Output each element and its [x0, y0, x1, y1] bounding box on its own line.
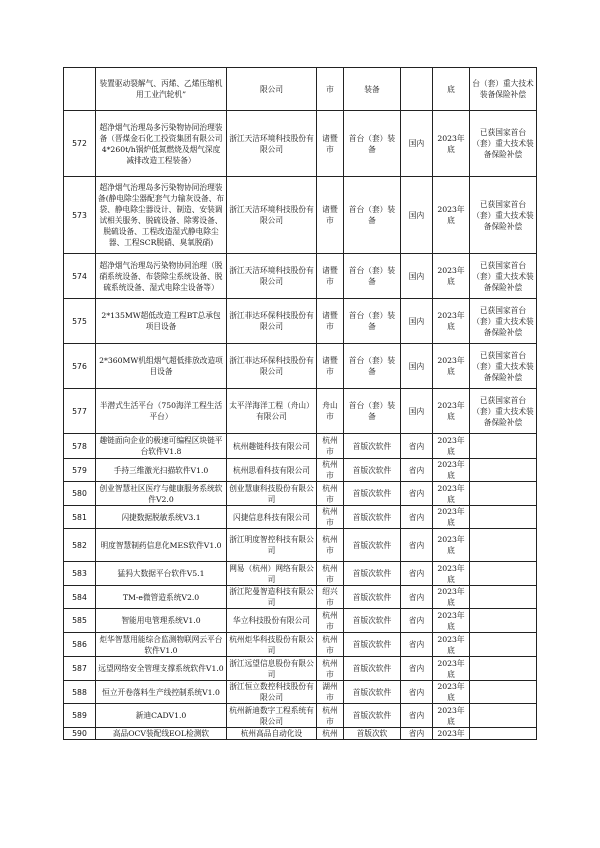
deadline-cell: 2023年底 — [433, 459, 470, 482]
city-cell: 杭州市 — [317, 482, 344, 506]
table-row — [64, 681, 537, 704]
region-cell: 国内 — [401, 344, 433, 389]
product-name-cell: 高品OCV装配线EOL检测软 — [96, 728, 227, 740]
product-type-cell: 首版次软件 — [344, 562, 401, 586]
product-type-cell: 首版次软件 — [344, 506, 401, 529]
remark-cell — [470, 586, 537, 609]
deadline-cell: 2023年底 — [433, 633, 470, 657]
remark-cell: 已获国家首台（套）重大技术装备保险补偿 — [470, 344, 537, 389]
product-name-cell: 2*360MW机组烟气超低排放改造项目设备 — [96, 344, 227, 389]
region-cell: 省内 — [401, 482, 433, 506]
row-number-cell: 586 — [64, 633, 96, 657]
remark-cell — [470, 704, 537, 728]
city-cell: 杭州市 — [317, 609, 344, 633]
company-name-cell: 浙江天洁环境科技股份有限公司 — [227, 177, 317, 254]
table-row — [64, 482, 537, 506]
company-name-cell: 杭州炬华科技股份有限公司 — [227, 633, 317, 657]
region-cell: 省内 — [401, 434, 433, 459]
company-name-cell: 闪捷信息科技有限公司 — [227, 506, 317, 529]
row-number-cell: 580 — [64, 482, 96, 506]
product-type-cell: 首版次软件 — [344, 529, 401, 562]
remark-cell: 已获国家首台（套）重大技术装备保险补偿 — [470, 389, 537, 434]
company-name-cell: 杭州趣链科技有限公司 — [227, 434, 317, 459]
table-row — [64, 728, 537, 740]
row-number-cell: 573 — [64, 177, 96, 254]
product-type-cell: 首版次软件 — [344, 657, 401, 681]
region-cell: 国内 — [401, 254, 433, 299]
product-name-cell: 装置驱动裂解气、丙烯、乙烯压缩机用工业汽轮机” — [96, 68, 227, 111]
table-row — [64, 389, 537, 434]
product-name-cell: 智能用电管理系统V1.0 — [96, 609, 227, 633]
company-name-cell: 浙江天洁环境科技股份有限公司 — [227, 254, 317, 299]
table-body — [64, 68, 537, 740]
row-number-cell — [64, 68, 96, 111]
city-cell: 杭州市 — [317, 562, 344, 586]
company-name-cell: 浙江菲达环保科技股份有限公司 — [227, 344, 317, 389]
region-cell: 省内 — [401, 506, 433, 529]
product-type-cell: 首版次软件 — [344, 459, 401, 482]
city-cell: 市 — [317, 68, 344, 111]
table-row — [64, 529, 537, 562]
company-name-cell: 杭州高品自动化设 — [227, 728, 317, 740]
company-name-cell: 浙江菲达环保科技股份有限公司 — [227, 299, 317, 344]
city-cell: 诸暨市 — [317, 299, 344, 344]
remark-cell — [470, 482, 537, 506]
row-number-cell: 589 — [64, 704, 96, 728]
city-cell: 杭州市 — [317, 633, 344, 657]
product-type-cell: 首版次软件 — [344, 586, 401, 609]
company-name-cell: 杭州思看科技有限公司 — [227, 459, 317, 482]
company-name-cell: 华立科技股份有限公司 — [227, 609, 317, 633]
product-type-cell: 首版次软件 — [344, 681, 401, 704]
region-cell: 国内 — [401, 177, 433, 254]
row-number-cell: 577 — [64, 389, 96, 434]
deadline-cell: 底 — [433, 68, 470, 111]
deadline-cell: 2023年底 — [433, 529, 470, 562]
product-name-cell: 炬华智慧用能综合监测物联网云平台软件V1.0 — [96, 633, 227, 657]
product-name-cell: 手持三维激光扫描软件V1.0 — [96, 459, 227, 482]
region-cell: 国内 — [401, 299, 433, 344]
company-name-cell: 杭州新迪数字工程系统有限公司 — [227, 704, 317, 728]
row-number-cell: 579 — [64, 459, 96, 482]
city-cell: 诸暨市 — [317, 111, 344, 177]
deadline-cell: 2023年底 — [433, 111, 470, 177]
row-number-cell: 588 — [64, 681, 96, 704]
product-name-cell: 猛犸大数据平台软件V5.1 — [96, 562, 227, 586]
remark-cell: 已获国家首台（套）重大技术装备保险补偿 — [470, 254, 537, 299]
deadline-cell: 2023年底 — [433, 704, 470, 728]
company-name-cell: 限公司 — [227, 68, 317, 111]
table-row — [64, 506, 537, 529]
row-number-cell: 583 — [64, 562, 96, 586]
table-row — [64, 609, 537, 633]
product-type-cell: 首台（套）装备 — [344, 111, 401, 177]
table-row — [64, 344, 537, 389]
city-cell: 杭州市 — [317, 704, 344, 728]
product-name-cell: 半潜式生活平台（750海洋工程生活平台） — [96, 389, 227, 434]
region-cell: 省内 — [401, 609, 433, 633]
region-cell: 省内 — [401, 633, 433, 657]
product-name-cell: 明度智慧制药信息化MES软件V1.0 — [96, 529, 227, 562]
region-cell: 省内 — [401, 681, 433, 704]
deadline-cell: 2023年底 — [433, 389, 470, 434]
company-name-cell: 太平洋海洋工程（舟山）有限公司 — [227, 389, 317, 434]
deadline-cell: 2023年底 — [433, 681, 470, 704]
region-cell: 省内 — [401, 728, 433, 740]
remark-cell — [470, 681, 537, 704]
region-cell: 省内 — [401, 704, 433, 728]
city-cell: 杭州市 — [317, 434, 344, 459]
city-cell: 诸暨市 — [317, 254, 344, 299]
table-row — [64, 586, 537, 609]
remark-cell — [470, 529, 537, 562]
deadline-cell: 2023年底 — [433, 344, 470, 389]
city-cell: 杭州 — [317, 728, 344, 740]
region-cell — [401, 68, 433, 111]
row-number-cell: 574 — [64, 254, 96, 299]
deadline-cell: 2023年底 — [433, 586, 470, 609]
table-row — [64, 299, 537, 344]
city-cell: 诸暨市 — [317, 177, 344, 254]
table-row — [64, 562, 537, 586]
row-number-cell: 582 — [64, 529, 96, 562]
deadline-cell: 2023年底 — [433, 657, 470, 681]
company-name-cell: 浙江恒立数控科技股份有限公司 — [227, 681, 317, 704]
deadline-cell: 2023年底 — [433, 506, 470, 529]
product-type-cell: 首台（套）装备 — [344, 254, 401, 299]
product-type-cell: 首台（套）装备 — [344, 389, 401, 434]
remark-cell — [470, 657, 537, 681]
product-name-cell: 新迪CADV1.0 — [96, 704, 227, 728]
table-row — [64, 177, 537, 254]
row-number-cell: 578 — [64, 434, 96, 459]
table-row — [64, 68, 537, 111]
product-name-cell: 创业智慧社区医疗与健康服务系统软件V2.0 — [96, 482, 227, 506]
remark-cell: 已获国家首台（套）重大技术装备保险补偿 — [470, 177, 537, 254]
product-type-cell: 首台（套）装备 — [344, 299, 401, 344]
row-number-cell: 575 — [64, 299, 96, 344]
remark-cell: 已获国家首台（套）重大技术装备保险补偿 — [470, 111, 537, 177]
row-number-cell: 587 — [64, 657, 96, 681]
city-cell: 诸暨市 — [317, 344, 344, 389]
region-cell: 省内 — [401, 657, 433, 681]
table-row — [64, 633, 537, 657]
row-number-cell: 576 — [64, 344, 96, 389]
city-cell: 杭州市 — [317, 506, 344, 529]
product-type-cell: 首台（套）装备 — [344, 177, 401, 254]
table-row — [64, 657, 537, 681]
product-type-cell: 首版次软件 — [344, 434, 401, 459]
product-name-cell: 远望网络安全管理支撑系统软件V1.0 — [96, 657, 227, 681]
product-type-cell: 首版次软件 — [344, 482, 401, 506]
city-cell: 杭州市 — [317, 459, 344, 482]
city-cell: 绍兴市 — [317, 586, 344, 609]
product-name-cell: 超净烟气治理岛多污染物协同治理装备（晋煤金石化工投资集团有限公司4*260t/h锅炉低氮燃烧及烟气深度减排改造工程装备） — [96, 111, 227, 177]
region-cell: 省内 — [401, 459, 433, 482]
deadline-cell: 2023年底 — [433, 434, 470, 459]
remark-cell: 台（套）重大技术装备保险补偿 — [470, 68, 537, 111]
row-number-cell: 590 — [64, 728, 96, 740]
product-name-cell: 超净烟气治理岛多污染物协同治理装备(静电除尘器配套气力输灰设备、布袋、静电除尘器设计、制造、安装调试相关服务、脱硫设备、除雾设备、脱硫设备、工程改造湿式静电除尘器、工程SCR脱硝、臭氧脱硝) — [96, 177, 227, 254]
deadline-cell: 2023年底 — [433, 609, 470, 633]
company-name-cell: 浙江陀曼智造科技有限公司 — [227, 586, 317, 609]
company-name-cell: 浙江远望信息股份有限公司 — [227, 657, 317, 681]
product-type-cell: 首版次软件 — [344, 704, 401, 728]
deadline-cell: 2023年底 — [433, 299, 470, 344]
deadline-cell: 2023年 — [433, 728, 470, 740]
product-name-cell: 闪捷数据脱敏系统V3.1 — [96, 506, 227, 529]
table-row — [64, 111, 537, 177]
region-cell: 省内 — [401, 562, 433, 586]
row-number-cell: 585 — [64, 609, 96, 633]
region-cell: 省内 — [401, 529, 433, 562]
company-name-cell: 浙江天洁环境科技股份有限公司 — [227, 111, 317, 177]
row-number-cell: 584 — [64, 586, 96, 609]
product-name-cell: 2*135MW超低改造工程BT总承包项目设备 — [96, 299, 227, 344]
region-cell: 省内 — [401, 586, 433, 609]
region-cell: 国内 — [401, 389, 433, 434]
remark-cell — [470, 506, 537, 529]
deadline-cell: 2023年底 — [433, 177, 470, 254]
product-type-cell: 首版次软件 — [344, 633, 401, 657]
row-number-cell: 581 — [64, 506, 96, 529]
remark-cell: 已获国家首台（套）重大技术装备保险补偿 — [470, 299, 537, 344]
deadline-cell: 2023年底 — [433, 482, 470, 506]
region-cell: 国内 — [401, 111, 433, 177]
city-cell: 舟山市 — [317, 389, 344, 434]
city-cell: 杭州市 — [317, 657, 344, 681]
remark-cell — [470, 728, 537, 740]
remark-cell — [470, 609, 537, 633]
remark-cell — [470, 562, 537, 586]
product-name-cell: 恒立开卷落料生产线控制系统V1.0 — [96, 681, 227, 704]
remark-cell — [470, 459, 537, 482]
remark-cell — [470, 434, 537, 459]
table-row — [64, 704, 537, 728]
remark-cell — [470, 633, 537, 657]
table-row — [64, 459, 537, 482]
product-list-table — [63, 67, 537, 740]
table-row — [64, 434, 537, 459]
city-cell: 湖州市 — [317, 681, 344, 704]
product-type-cell: 装备 — [344, 68, 401, 111]
company-name-cell: 创业慧康科技股份有限公司 — [227, 482, 317, 506]
product-name-cell: 趣链面向企业的极速可编程区块链平台软件V1.8 — [96, 434, 227, 459]
product-name-cell: 超净烟气治理岛污染物协同治理（脱硝系统设备、布袋除尘系统设备、脱硫系统设备、湿式电除尘设备等） — [96, 254, 227, 299]
row-number-cell: 572 — [64, 111, 96, 177]
product-name-cell: TM-e微管造系统V2.0 — [96, 586, 227, 609]
product-type-cell: 首台（套）装备 — [344, 344, 401, 389]
city-cell: 杭州市 — [317, 529, 344, 562]
deadline-cell: 2023年底 — [433, 562, 470, 586]
deadline-cell: 2023年底 — [433, 254, 470, 299]
company-name-cell: 浙江明度智控科技有限公司 — [227, 529, 317, 562]
product-type-cell: 首版次软 — [344, 728, 401, 740]
product-type-cell: 首版次软件 — [344, 609, 401, 633]
table-row — [64, 254, 537, 299]
company-name-cell: 网易（杭州）网络有限公司 — [227, 562, 317, 586]
